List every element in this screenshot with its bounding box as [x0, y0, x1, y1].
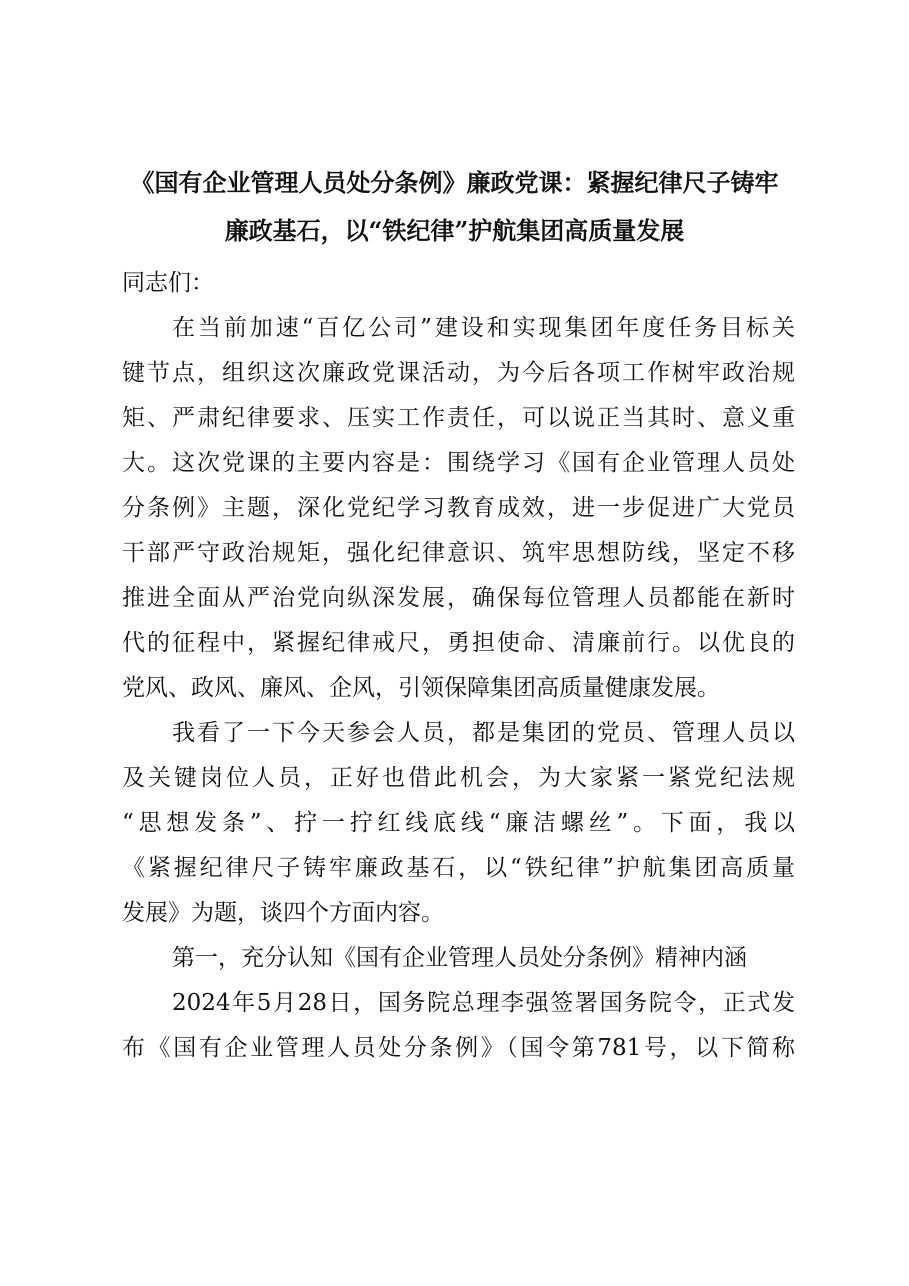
document-title-line-1: 《国有企业管理人员处分条例》廉政党课：紧握纪律尺子铸牢 [130, 168, 779, 197]
paragraph-3-line: 布《国有企业管理人员处分条例》（国令第781号，以下简称 [122, 1035, 795, 1061]
paragraph-1-line: 代的征程中，紧握纪律戒尺，勇担使命、清廉前行。以优良的 [122, 630, 795, 656]
paragraph-1-line: 大。这次党课的主要内容是：围绕学习《国有企业管理人员处 [122, 450, 795, 476]
paragraph-2-line: 及关键岗位人员，正好也借此机会，为大家紧一紧党纪法规 [122, 765, 795, 791]
paragraph-2-line: 我看了一下今天参会人员，都是集团的党员、管理人员以 [172, 720, 795, 746]
paragraph-1-line: 键节点，组织这次廉政党课活动，为今后各项工作树牢政治规 [122, 360, 795, 386]
paragraph-1-line: 矩、严肃纪律要求、压实工作责任，可以说正当其时、意义重 [122, 405, 795, 431]
salutation: 同志们： [122, 270, 214, 296]
paragraph-3-line: 2024年5月28日，国务院总理李强签署国务院令，正式发 [172, 990, 795, 1016]
section-1-heading: 第一，充分认知《国有企业管理人员处分条例》精神内涵 [172, 945, 747, 971]
document-title-line-2: 廉政基石，以“铁纪律”护航集团高质量发展 [224, 216, 685, 245]
paragraph-1-line: 在当前加速“百亿公司”建设和实现集团年度任务目标关 [172, 315, 795, 341]
paragraph-1-line: 推进全面从严治党向纵深发展，确保每位管理人员都能在新时 [122, 585, 795, 611]
paragraph-1-line: 分条例》主题，深化党纪学习教育成效，进一步促进广大党员 [122, 495, 795, 521]
paragraph-2-line: “思想发条”、拧一拧红线底线“廉洁螺丝”。下面，我以 [122, 810, 795, 836]
paragraph-1-line: 党风、政风、廉风、企风，引领保障集团高质量健康发展。 [122, 675, 720, 701]
paragraph-2-line: 发展》为题，谈四个方面内容。 [122, 900, 444, 926]
paragraph-1-line: 干部严守政治规矩，强化纪律意识、筑牢思想防线，坚定不移 [122, 540, 795, 566]
paragraph-2-line: 《紧握纪律尺子铸牢廉政基石，以“铁纪律”护航集团高质量 [122, 855, 795, 881]
